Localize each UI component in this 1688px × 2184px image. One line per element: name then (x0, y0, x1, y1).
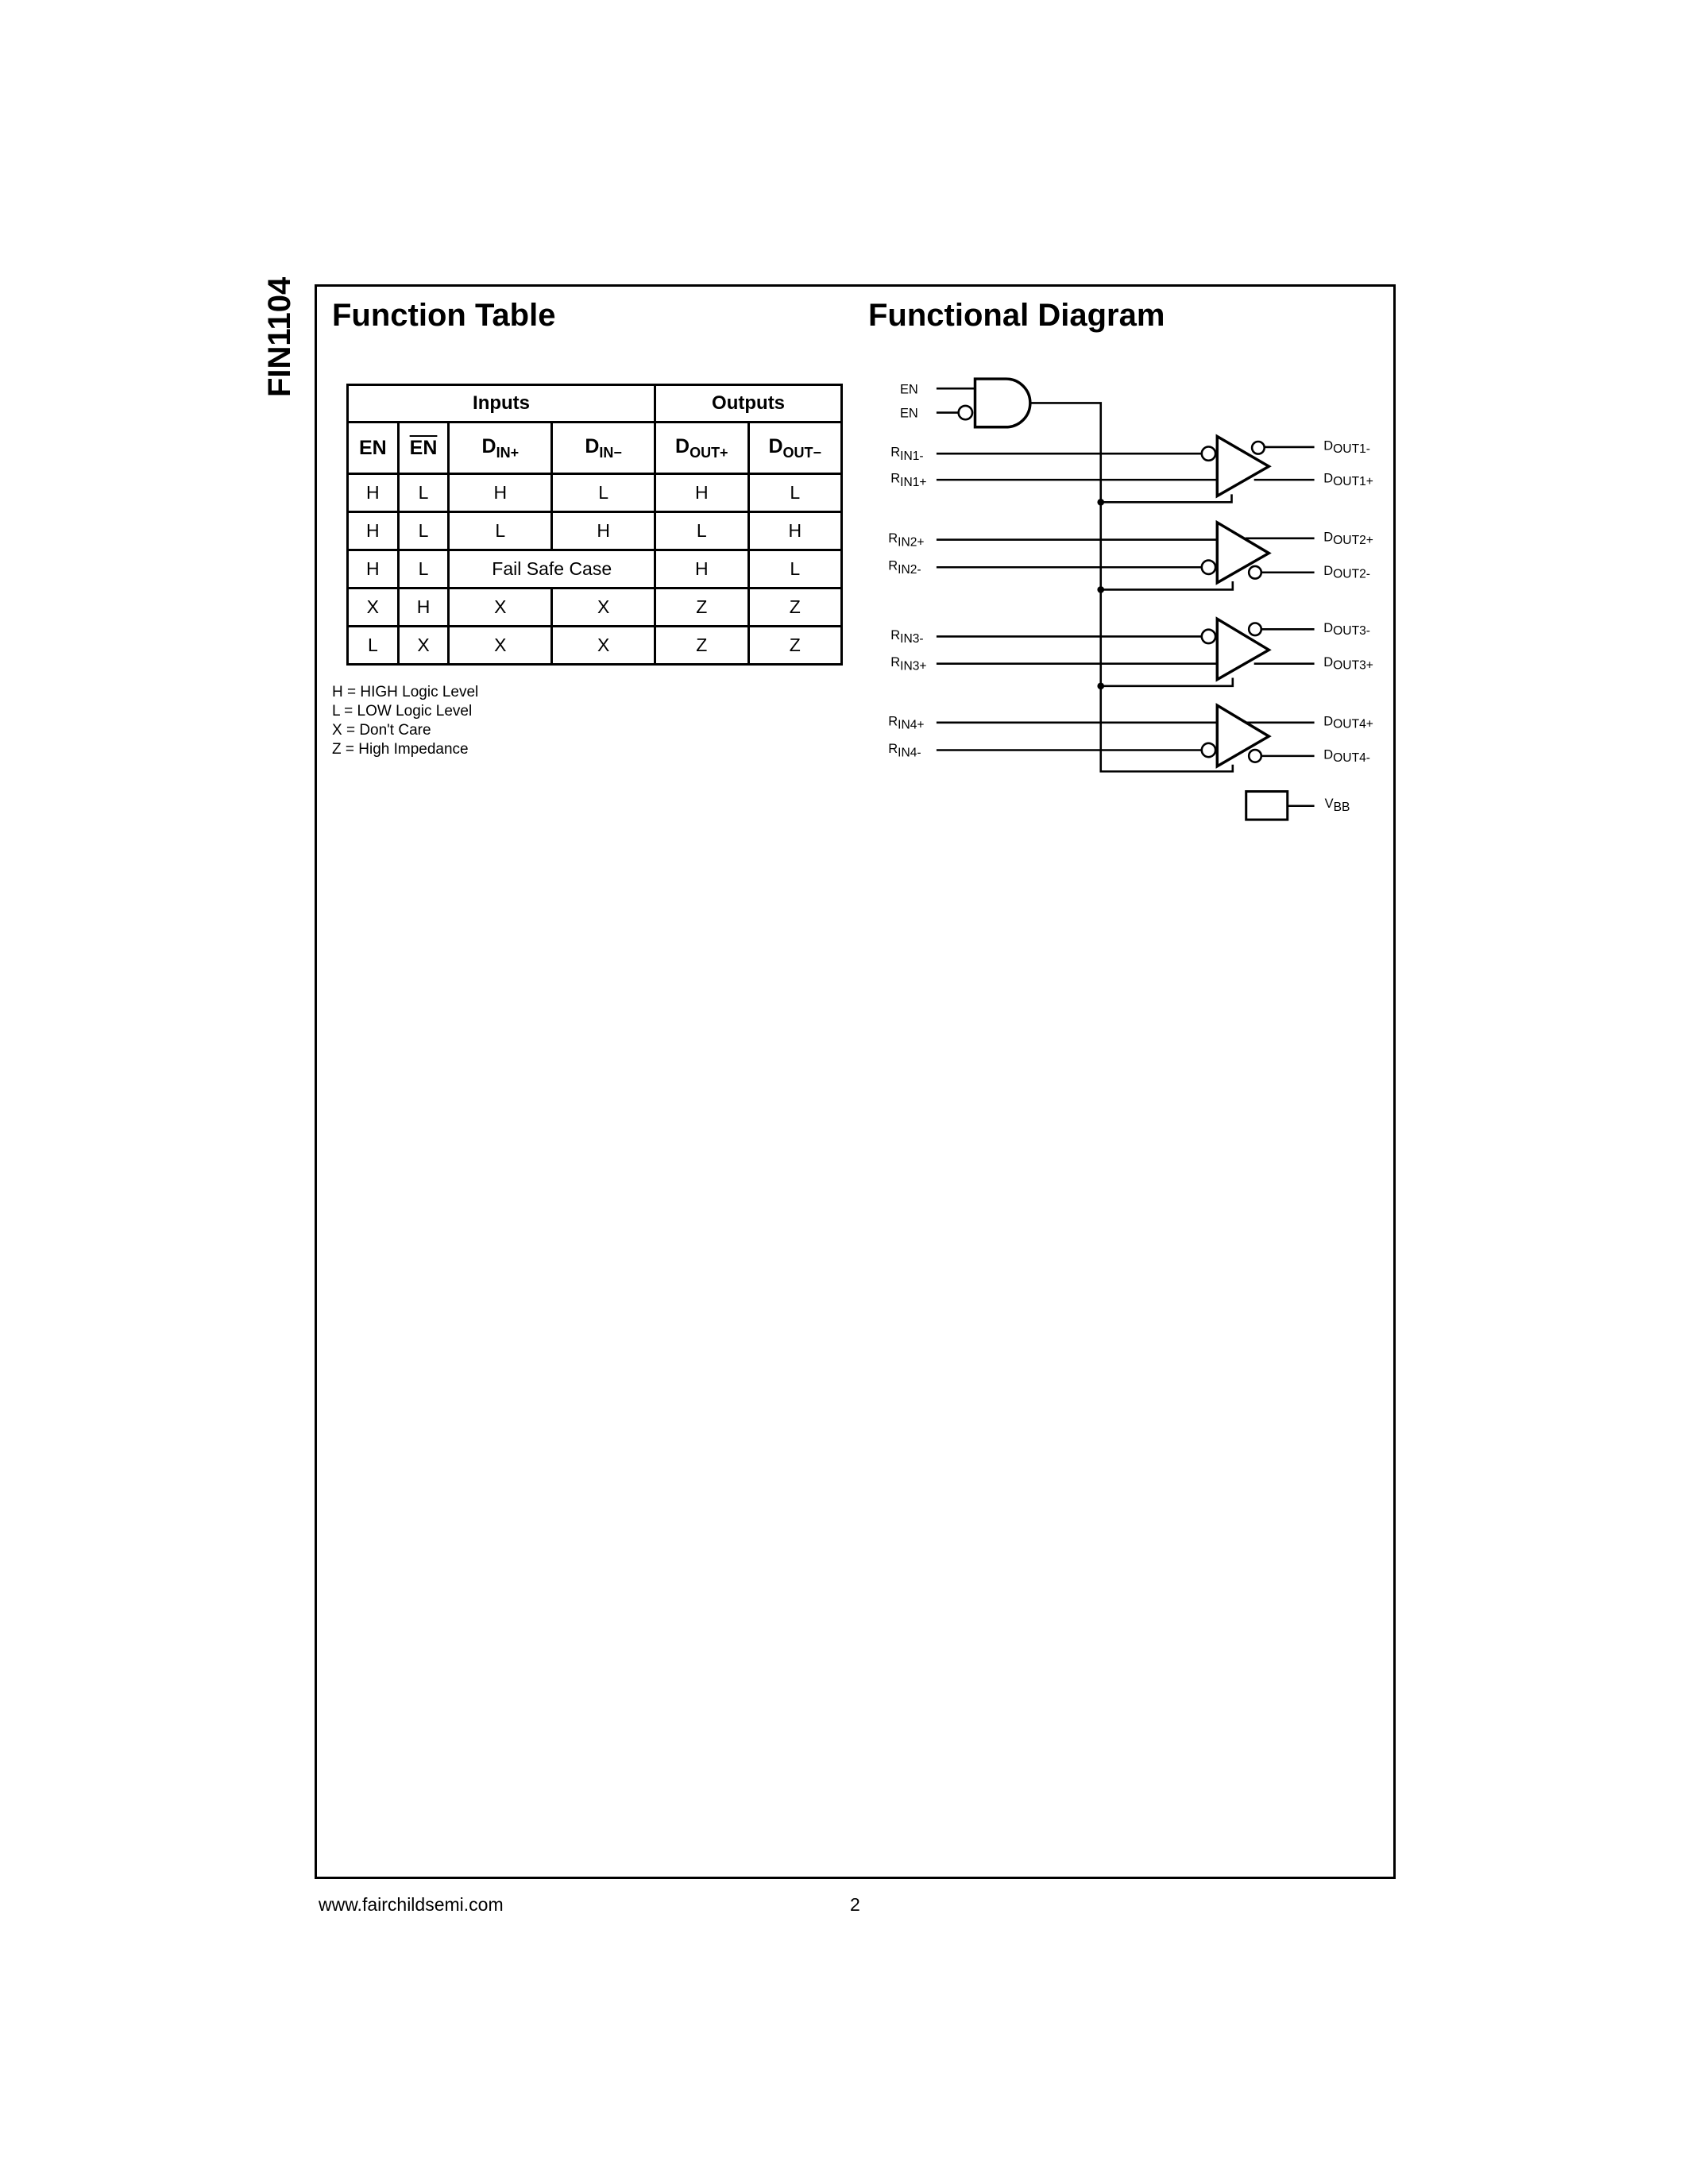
junction-dot (1097, 586, 1104, 593)
table-cell: H (748, 512, 841, 550)
input-label: RIN1+ (890, 471, 927, 489)
page-number: 2 (850, 1894, 860, 1915)
table-cell: X (449, 627, 552, 665)
table-cell: L (748, 550, 841, 588)
junction-dot (1097, 499, 1104, 506)
table-row (348, 512, 842, 550)
part-number-side-title: FIN1104 (262, 276, 297, 397)
table-cell: H (655, 474, 748, 512)
table-cell: H (398, 588, 449, 627)
table-cell: L (449, 512, 552, 550)
table-cell: Z (748, 627, 841, 665)
inversion-bubble (959, 406, 972, 419)
table-cell: X (449, 588, 552, 627)
input-label: RIN3- (890, 627, 924, 646)
output-label: DOUT1- (1323, 438, 1370, 456)
junction-dot (1097, 683, 1104, 690)
table-row (348, 627, 842, 665)
outputs-group-header: Outputs (655, 385, 842, 423)
table-cell: L (398, 512, 449, 550)
table-cell: L (748, 474, 841, 512)
table-cell: Z (655, 627, 748, 665)
table-cell: X (552, 627, 655, 665)
table-cell: H (449, 474, 552, 512)
table-cell: H (655, 550, 748, 588)
output-label: DOUT4- (1323, 747, 1370, 765)
input-label: RIN2- (888, 558, 921, 577)
table-cell: H (348, 550, 399, 588)
table-cell: L (348, 627, 399, 665)
output-label: DOUT3+ (1323, 655, 1373, 673)
table-cell: H (552, 512, 655, 550)
input-label: RIN4+ (888, 714, 925, 732)
table-cell: L (552, 474, 655, 512)
en-bar-label: EN (899, 406, 918, 421)
enable-tap-2 (1101, 581, 1233, 589)
enable-tap-3 (1101, 677, 1233, 685)
col-din-plus: $D_{IN+}$ (449, 423, 552, 474)
en-label: EN (899, 382, 918, 397)
input-label: RIN2+ (888, 531, 925, 550)
table-cell: H (348, 474, 399, 512)
output-label: DOUT2+ (1323, 530, 1373, 547)
table-cell: X (552, 588, 655, 627)
footer-url: www.fairchildsemi.com (319, 1894, 504, 1915)
col-din-minus: $D_{IN-}$ (552, 423, 655, 474)
enable-tap-1 (1101, 494, 1232, 502)
col-en-bar: $\overline{EN}$ (398, 423, 449, 474)
output-label: DOUT1+ (1323, 471, 1373, 489)
function-table-heading: Function Table (332, 298, 556, 333)
input-label: RIN1- (890, 445, 924, 463)
vbb-label: VBB (1324, 796, 1350, 815)
table-cell: X (398, 627, 449, 665)
table-cell: X (348, 588, 399, 627)
table-row (348, 474, 842, 512)
output-label: DOUT3- (1323, 620, 1370, 639)
legend-note: Z = High Impedance (332, 741, 469, 758)
col-dout-plus: $D_{OUT+}$ (655, 423, 748, 474)
table-cell: L (655, 512, 748, 550)
functional-diagram-heading: Functional Diagram (868, 298, 1165, 333)
output-label: DOUT2- (1323, 564, 1370, 581)
fail-safe-cell: Fail Safe Case (449, 550, 655, 588)
input-label: RIN4- (888, 741, 921, 760)
output-label: DOUT4+ (1323, 714, 1373, 731)
legend-note: H = HIGH Logic Level (332, 684, 479, 700)
table-row (348, 588, 842, 627)
functional-diagram (858, 286, 1398, 815)
col-dout-minus: $D_{OUT-}$ (748, 423, 841, 474)
legend-note: L = LOW Logic Level (332, 703, 473, 720)
table-cell: Z (748, 588, 841, 627)
function-table (346, 384, 843, 666)
column-header-row (348, 423, 842, 474)
table-cell: Z (655, 588, 748, 627)
and-gate-icon (975, 379, 1029, 427)
table-cell: L (398, 550, 449, 588)
enable-bus (1029, 403, 1233, 771)
table-cell: H (348, 512, 399, 550)
buffer-1-icon (1217, 436, 1269, 496)
table-legend (332, 683, 478, 759)
legend-note: X = Don't Care (332, 722, 431, 739)
table-cell: L (398, 474, 449, 512)
input-label: RIN3+ (890, 655, 927, 673)
table-row (348, 550, 842, 588)
col-en: EN (348, 423, 399, 474)
inputs-group-header: Inputs (348, 385, 655, 423)
